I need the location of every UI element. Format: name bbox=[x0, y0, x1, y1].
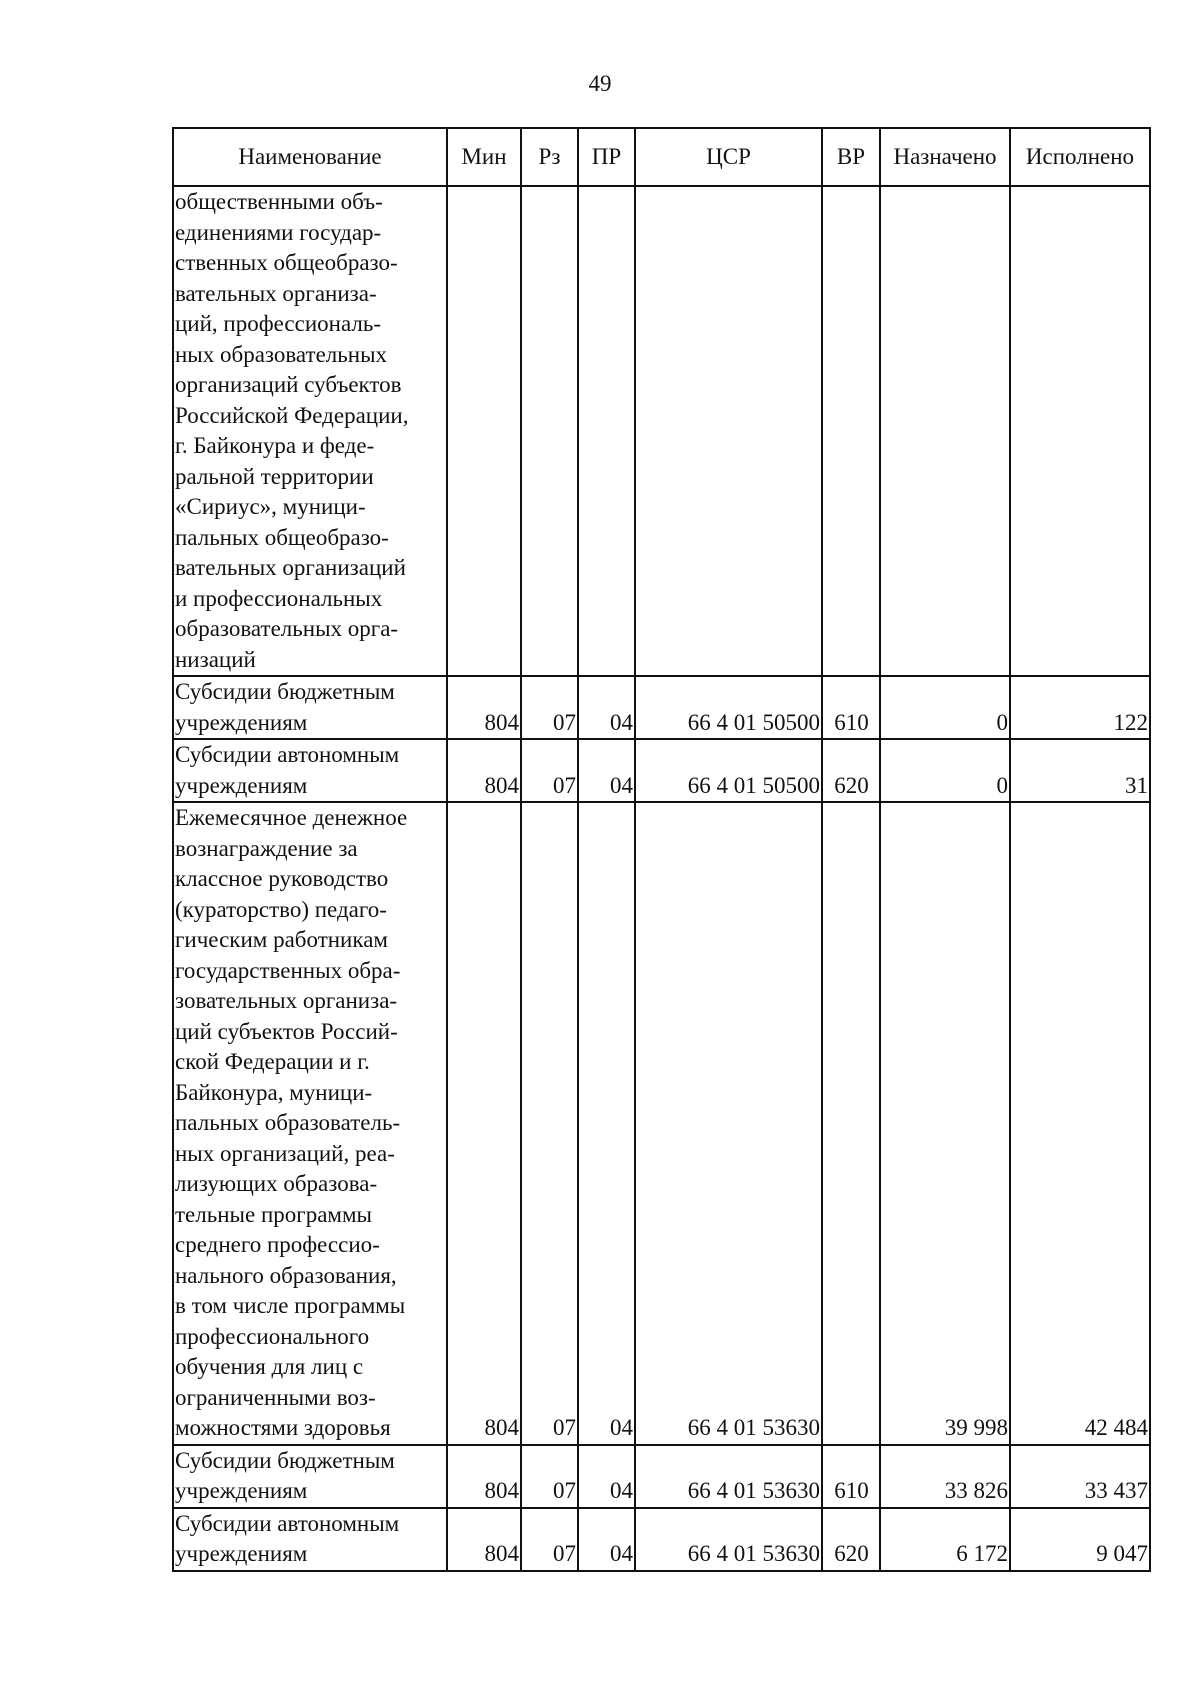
name-line: учреждениям bbox=[175, 1478, 308, 1503]
name-line: Субсидии автономным bbox=[175, 1510, 400, 1536]
name-line: ральной территории bbox=[175, 463, 374, 489]
name-line: «Сириус», муници- bbox=[175, 494, 366, 519]
name-line: тельные программы bbox=[175, 1201, 372, 1227]
cell-vr: 620 bbox=[822, 739, 880, 802]
name-line: ных образовательных bbox=[175, 341, 388, 367]
header-executed: Исполнено bbox=[1010, 128, 1150, 186]
cell-rz: 07 bbox=[521, 676, 578, 739]
name-line: в том числе программы bbox=[175, 1293, 406, 1318]
cell-name bbox=[173, 1508, 447, 1571]
cell-rz: 07 bbox=[521, 1445, 578, 1508]
cell-pr: 04 bbox=[578, 802, 635, 1445]
name-line: профессионального bbox=[175, 1323, 370, 1349]
cell-min: 804 bbox=[447, 802, 521, 1445]
cell-min bbox=[447, 186, 521, 676]
cell-vr: 610 bbox=[822, 676, 880, 739]
cell-pr: 04 bbox=[578, 1508, 635, 1571]
page-number: 49 bbox=[588, 71, 612, 96]
cell-min: 804 bbox=[447, 676, 521, 739]
cell-vr bbox=[822, 802, 880, 1445]
cell-min: 804 bbox=[447, 1445, 521, 1508]
table-row bbox=[173, 186, 1150, 676]
name-line: низаций bbox=[175, 646, 256, 672]
name-line: Субсидии бюджетным bbox=[175, 679, 395, 704]
table-row bbox=[173, 1445, 1150, 1508]
cell-csr: 66 4 01 53630 bbox=[635, 802, 822, 1445]
name-line: вательных организа- bbox=[175, 280, 377, 306]
cell-assigned bbox=[880, 186, 1010, 676]
header-csr: ЦСР bbox=[635, 128, 822, 186]
name-line: вательных организаций bbox=[175, 555, 406, 580]
name-line: пальных образователь- bbox=[175, 1110, 401, 1135]
table-header bbox=[173, 128, 1150, 186]
cell-executed: 42 484 bbox=[1010, 802, 1150, 1445]
cell-csr: 66 4 01 53630 bbox=[635, 1508, 822, 1571]
name-line: ных организаций, реа- bbox=[175, 1140, 395, 1166]
cell-assigned: 33 826 bbox=[880, 1445, 1010, 1508]
name-line: лизующих образова- bbox=[175, 1171, 378, 1196]
cell-rz: 07 bbox=[521, 802, 578, 1445]
name-line: Субсидии автономным bbox=[175, 742, 400, 767]
cell-name bbox=[173, 186, 447, 676]
name-line: учреждениям bbox=[175, 709, 308, 735]
cell-assigned: 0 bbox=[880, 676, 1010, 739]
name-line: обучения для лиц с bbox=[175, 1354, 364, 1379]
name-line: Субсидии бюджетным bbox=[175, 1447, 395, 1473]
header-pr: ПР bbox=[578, 128, 635, 186]
name-line: ций, профессиональ- bbox=[175, 311, 381, 336]
name-line: ской Федерации и г. bbox=[175, 1049, 370, 1074]
cell-executed: 9 047 bbox=[1010, 1508, 1150, 1571]
name-line: (кураторство) педаго- bbox=[175, 896, 387, 922]
name-line: гическим работникам bbox=[175, 927, 388, 952]
cell-pr bbox=[578, 186, 635, 676]
table-row bbox=[173, 1508, 1150, 1571]
cell-executed bbox=[1010, 186, 1150, 676]
cell-csr: 66 4 01 50500 bbox=[635, 676, 822, 739]
cell-name bbox=[173, 676, 447, 739]
cell-min: 804 bbox=[447, 1508, 521, 1571]
name-line: вознаграждение за bbox=[175, 835, 358, 861]
header-rz: Рз bbox=[521, 128, 578, 186]
cell-executed: 31 bbox=[1010, 739, 1150, 802]
cell-name bbox=[173, 739, 447, 802]
cell-assigned: 0 bbox=[880, 739, 1010, 802]
name-line: среднего профессио- bbox=[175, 1232, 380, 1257]
name-line: можностями здоровья bbox=[175, 1415, 391, 1440]
name-line: образовательных орга- bbox=[175, 616, 399, 641]
cell-rz bbox=[521, 186, 578, 676]
name-line: зовательных организа- bbox=[175, 988, 398, 1013]
name-line: ственных общеобразо- bbox=[175, 250, 398, 275]
cell-vr: 610 bbox=[822, 1445, 880, 1508]
cell-executed: 33 437 bbox=[1010, 1445, 1150, 1508]
name-line: ограниченными воз- bbox=[175, 1384, 376, 1410]
name-line: единениями государ- bbox=[175, 219, 382, 245]
header-assigned: Назначено bbox=[880, 128, 1010, 186]
name-line: организаций субъектов bbox=[175, 372, 402, 397]
cell-csr: 66 4 01 50500 bbox=[635, 739, 822, 802]
cell-pr: 04 bbox=[578, 676, 635, 739]
budget-table bbox=[172, 127, 1151, 1572]
cell-pr: 04 bbox=[578, 1445, 635, 1508]
cell-pr: 04 bbox=[578, 739, 635, 802]
header-row bbox=[173, 128, 1150, 186]
cell-csr bbox=[635, 186, 822, 676]
name-line: государственных обра- bbox=[175, 957, 401, 983]
cell-name bbox=[173, 1445, 447, 1508]
table-body bbox=[173, 186, 1150, 1571]
cell-min: 804 bbox=[447, 739, 521, 802]
name-line: нального образования, bbox=[175, 1262, 397, 1288]
cell-assigned: 39 998 bbox=[880, 802, 1010, 1445]
table-row bbox=[173, 739, 1150, 802]
cell-csr: 66 4 01 53630 bbox=[635, 1445, 822, 1508]
header-name: Наименование bbox=[173, 128, 447, 186]
cell-rz: 07 bbox=[521, 739, 578, 802]
cell-rz: 07 bbox=[521, 1508, 578, 1571]
name-line: г. Байконура и феде- bbox=[175, 433, 375, 458]
table-row bbox=[173, 676, 1150, 739]
table-row bbox=[173, 802, 1150, 1445]
name-line: и профессиональных bbox=[175, 585, 383, 611]
name-line: Ежемесячное денежное bbox=[175, 805, 408, 830]
name-line: ций субъектов Россий- bbox=[175, 1018, 398, 1044]
cell-executed: 122 bbox=[1010, 676, 1150, 739]
cell-name bbox=[173, 802, 447, 1445]
cell-assigned: 6 172 bbox=[880, 1508, 1010, 1571]
name-line: Российской Федерации, bbox=[175, 402, 409, 428]
name-line: пальных общеобразо- bbox=[175, 524, 389, 550]
name-line: учреждениям bbox=[175, 772, 308, 798]
name-line: Байконура, муници- bbox=[175, 1079, 373, 1105]
name-line: общественными объ- bbox=[175, 189, 383, 214]
name-line: учреждениям bbox=[175, 1541, 308, 1566]
header-vr: ВР bbox=[822, 128, 880, 186]
header-min: Мин bbox=[447, 128, 521, 186]
cell-vr bbox=[822, 186, 880, 676]
name-line: классное руководство bbox=[175, 866, 389, 891]
cell-vr: 620 bbox=[822, 1508, 880, 1571]
